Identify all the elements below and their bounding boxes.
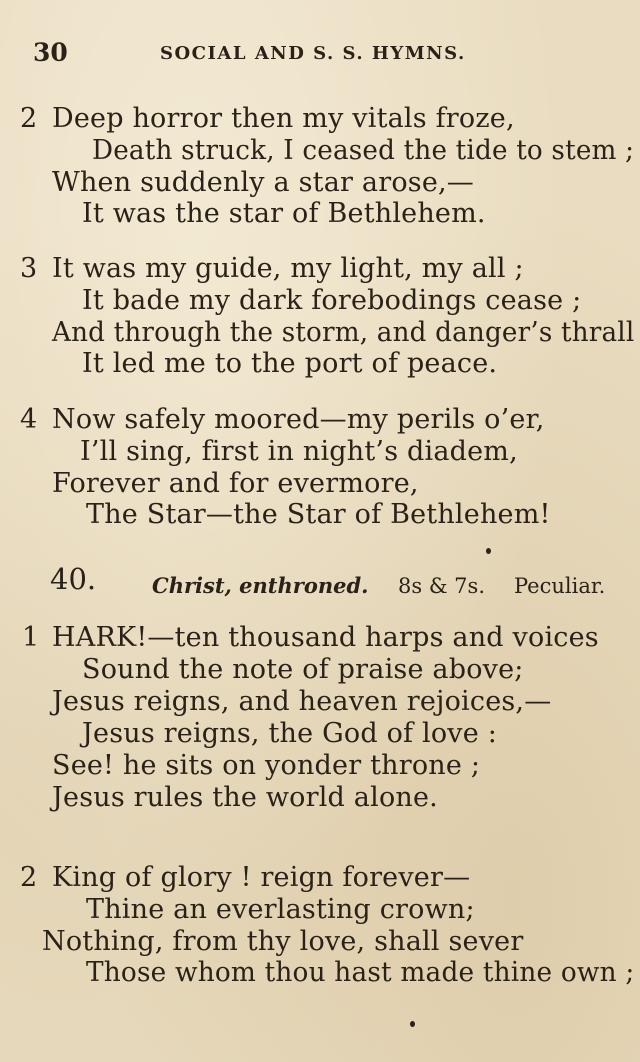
- verse-line: When suddenly a star arose,—: [52, 167, 474, 198]
- ink-speck: [486, 548, 491, 554]
- verse-line: It was my guide, my light, my all ;: [52, 253, 524, 284]
- verse-line: Nothing, from thy love, shall sever: [42, 926, 524, 957]
- hymn-meter: 8s & 7s.: [398, 574, 485, 598]
- stanza-number: 3: [20, 253, 38, 284]
- verse-line: Death struck, I ceased the tide to stem ;: [92, 135, 635, 166]
- hymn-title: Christ, enthroned.: [152, 573, 369, 598]
- hymn-tune: Peculiar.: [514, 574, 606, 598]
- verse-line: See! he sits on yonder throne ;: [52, 750, 481, 781]
- page-number: 30: [33, 38, 68, 67]
- stanza-number: 2: [20, 103, 38, 134]
- verse-line: Jesus reigns, the God of love :: [82, 718, 498, 749]
- verse-line: Deep horror then my vitals froze,: [52, 103, 515, 134]
- ink-speck: [410, 1021, 415, 1027]
- verse-line: It led me to the port of peace.: [82, 348, 498, 379]
- verse-line: Now safely moored—my perils o’er,: [52, 404, 545, 435]
- verse-line: It bade my dark forebodings cease ;: [82, 285, 582, 316]
- verse-line: Forever and for evermore,: [52, 468, 419, 499]
- stanza-number: 1: [22, 622, 40, 653]
- hymn-number: 40.: [50, 562, 97, 596]
- verse-line: HARK!—ten thousand harps and voices: [52, 622, 599, 653]
- stanza-number: 2: [20, 862, 38, 893]
- verse-line: It was the star of Bethlehem.: [82, 198, 486, 229]
- verse-line: Jesus reigns, and heaven rejoices,—: [52, 686, 552, 717]
- verse-line: The Star—the Star of Bethlehem!: [86, 499, 551, 530]
- verse-line: Those whom thou hast made thine own ;: [86, 957, 635, 988]
- verse-line: Sound the note of praise above;: [82, 654, 524, 685]
- verse-line: Thine an everlasting crown;: [86, 894, 475, 925]
- stanza-number: 4: [20, 404, 38, 435]
- running-title: SOCIAL AND S. S. HYMNS.: [160, 43, 466, 64]
- verse-line: King of glory ! reign forever—: [52, 862, 471, 893]
- verse-line: Jesus rules the world alone.: [52, 782, 438, 813]
- verse-line: I’ll sing, first in night’s diadem,: [80, 436, 518, 467]
- verse-line: And through the storm, and danger’s thrall: [52, 317, 635, 348]
